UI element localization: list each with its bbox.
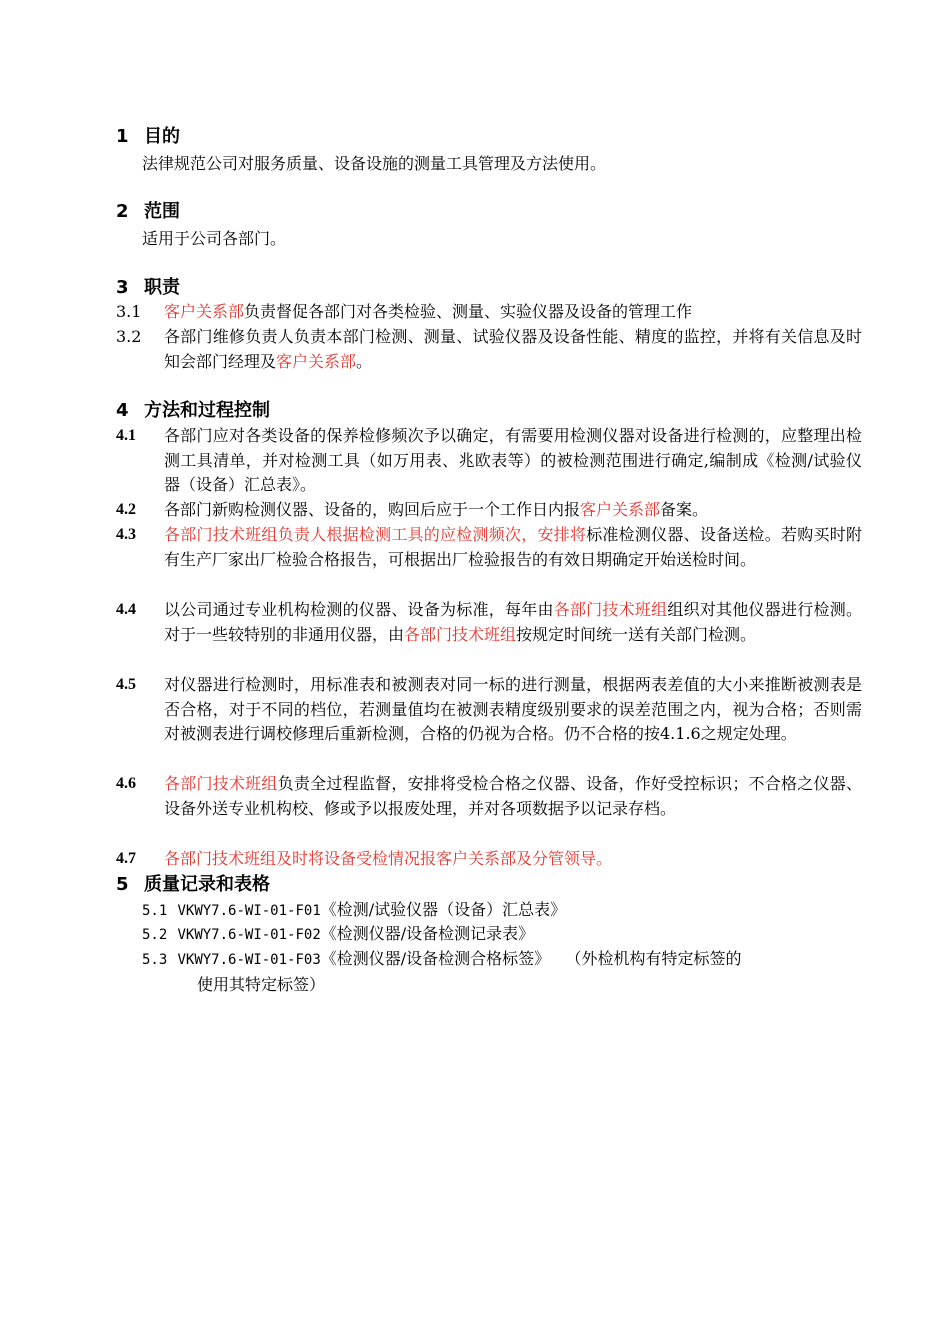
section-1-heading: 1 目的 bbox=[116, 126, 180, 147]
item-4-2: 4.2 各部门新购检测仪器、设备的，购回后应于一个工作日内报客户关系部备案。 bbox=[116, 500, 709, 519]
item-4-4: 4.4 以公司通过专业机构检测的仪器、设备为标准，每年由各部门技术班组组织对其他仪器进行检测。对于一些较特别的非通用仪器，由各部门技术班组按规定时间统一送有关部门检测。 bbox=[116, 600, 862, 644]
item-4-1: 4.1 各部门应对各类设备的保养检修频次予以确定，有需要用检测仪器对设备进行检测的，应整理出检测工具清单，并对检测工具（如万用表、兆欧表等）的被检测范围进行确定,编制成《检测/试验仪器（设备）汇总表》。 bbox=[116, 426, 862, 494]
section-4-heading: 4 方法和过程控制 bbox=[116, 400, 270, 421]
record-5-3: 5.3 VKWY7.6-WI-01-F03《检测仪器/设备检测合格标签》 （外检机构有特定标签的 使用其特定标签） bbox=[142, 949, 742, 994]
record-5-1: 5.1 VKWY7.6-WI-01-F01《检测/试验仪器（设备）汇总表》 bbox=[142, 900, 567, 919]
item-3-1: 3.1 客户关系部负责督促各部门对各类检验、测量、实验仪器及设备的管理工作 bbox=[116, 302, 693, 321]
item-4-7: 4.7 各部门技术班组及时将设备受检情况报客户关系部及分管领导。 bbox=[116, 849, 613, 868]
section-1-text: 法律规范公司对服务质量、设备设施的测量工具管理及方法使用。 bbox=[142, 154, 607, 173]
item-3-2: 3.2 各部门维修负责人负责本部门检测、测量、试验仪器及设备性能、精度的监控，并将有关信息及时知会部门经理及客户关系部。 bbox=[116, 327, 862, 371]
section-5-heading: 5 质量记录和表格 bbox=[116, 874, 270, 895]
item-4-3: 4.3 各部门技术班组负责人根据检测工具的应检测频次，安排将标准检测仪器、设备送检。若购买时附有生产厂家出厂检验合格报告，可根据出厂检验报告的有效日期确定开始送检时间。 bbox=[116, 525, 862, 569]
item-4-6: 4.6 各部门技术班组负责全过程监督，安排将受检合格之仪器、设备，作好受控标识；不合格之仪器、设备外送专业机构校、修或予以报废处理，并对各项数据予以记录存档。 bbox=[116, 774, 862, 818]
item-4-5: 4.5 对仪器进行检测时，用标准表和被测表对同一标的进行测量，根据两表差值的大小来推断被测表是否合格，对于不同的档位，若测量值均在被测表精度级别要求的误差范围之内，视为合格；否则需对被测表进行调校修理后重新检测，合格的仍视为合格。仍不合格的按4.1.6之规定处理。 bbox=[116, 675, 862, 743]
record-5-2: 5.2 VKWY7.6-WI-01-F02《检测仪器/设备检测记录表》 bbox=[142, 924, 535, 943]
section-2-heading: 2 范围 bbox=[116, 201, 180, 222]
section-2-text: 适用于公司各部门。 bbox=[142, 229, 287, 248]
section-3-heading: 3 职责 bbox=[116, 277, 180, 298]
